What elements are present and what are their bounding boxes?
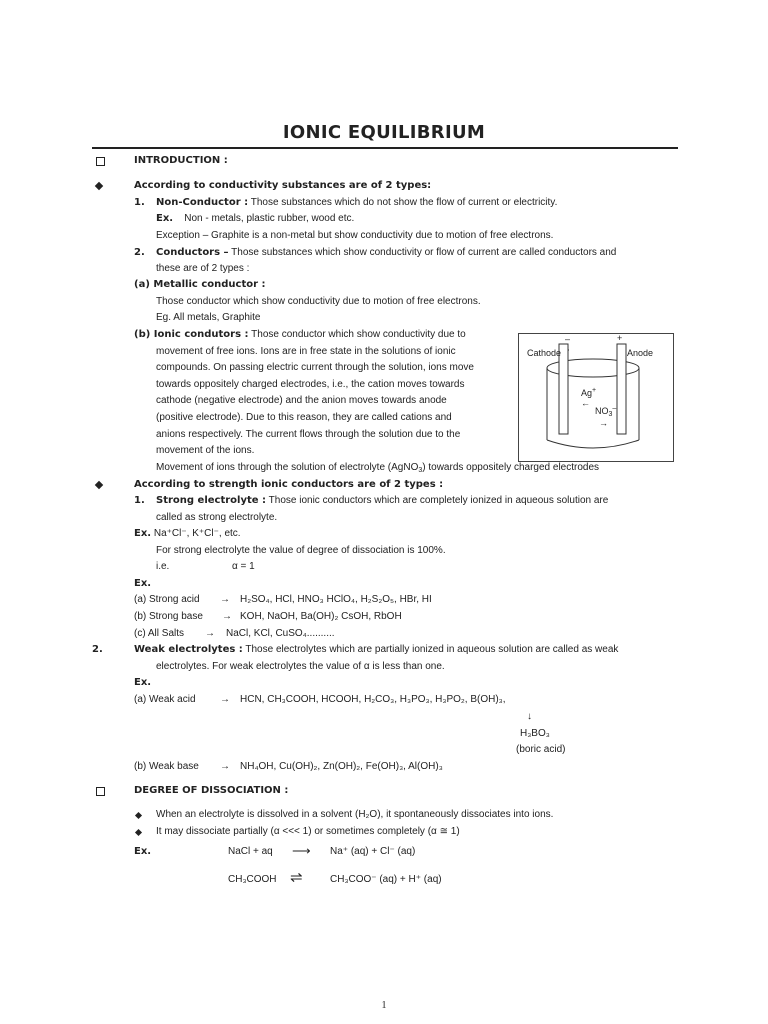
ag-text: Ag [581, 388, 593, 398]
ionic-conductor-line [134, 328, 466, 342]
alpha-equation: α = 1 [232, 561, 255, 572]
weak-base-label: (b) Weak base [134, 761, 199, 772]
strong-base-label: (b) Strong base [134, 611, 203, 622]
strong-electrolyte-text-cont: called as strong electrolyte. [156, 512, 278, 523]
non-conductor-line [156, 196, 557, 210]
arrow-icon: → [222, 611, 232, 622]
movement-line [156, 461, 599, 475]
down-arrow-icon: ↓ [527, 711, 532, 722]
equilibrium-arrow-icon: ⇌ [290, 869, 303, 886]
ie-label: i.e. [156, 561, 170, 572]
strong-acid-label: (a) Strong acid [134, 594, 200, 605]
weak-electrolyte-text: Those electrolytes which are partially ionized in aqueous solution are called as weak [245, 644, 619, 655]
page-number: 1 [381, 1000, 387, 1011]
conductivity-heading: According to conductivity substances are of 2 types: [134, 180, 432, 191]
degree-point-2: It may dissociate partially (α <<< 1) or sometimes completely (α ≅ 1) [156, 826, 460, 837]
ag-sup: + [592, 387, 597, 394]
conductors-text-cont: these are of 2 types : [156, 263, 250, 274]
strong-base-list: KOH, NaOH, Ba(OH)₂ CsOH, RbOH [240, 611, 402, 622]
page-title: IONIC EQUILIBRIUM [282, 122, 486, 143]
reaction-arrow-icon: ⟶ [292, 843, 311, 858]
boric-name: (boric acid) [516, 744, 566, 755]
arrow-icon: → [220, 594, 230, 605]
no-sub: 3 [608, 411, 613, 418]
movement-text-post: ) towards oppositely charged electrodes [422, 462, 600, 473]
item-number: 1. [134, 495, 145, 506]
all-salts-label: (c) All Salts [134, 628, 185, 639]
diamond-bullet-icon [95, 182, 103, 190]
exception-text: Exception – Graphite is a non-metal but show conductivity due to motion of free electrons. [156, 230, 554, 241]
ionic-line-7: movement of the ions. [156, 445, 255, 456]
metallic-conductor-label: (a) Metallic conductor : [134, 279, 266, 290]
non-conductor-example [156, 212, 354, 226]
strong-example-line [134, 527, 241, 541]
equation-2-right: CH₃COO⁻ (aq) + H⁺ (aq) [330, 874, 442, 885]
arrow-icon: → [220, 761, 230, 772]
diamond-bullet-icon [135, 812, 142, 819]
strong-acid-list: H₂SO₄, HCl, HNO₃ HClO₄, H₂S₂O₅, HBr, HI [240, 594, 432, 605]
item-number: 2. [134, 247, 145, 258]
ionic-line-1: movement of free ions. Ions are in free state in the solutions of ionic [156, 346, 456, 357]
boric-formula: H₃BO₃ [520, 728, 550, 739]
intro-heading: INTRODUCTION : [134, 155, 228, 166]
ionic-line-4: cathode (negative electrode) and the anion moves towards anode [156, 395, 447, 406]
ionic-line-3: towards oppositely charged electrodes, i.e., the cation moves towards [156, 379, 465, 390]
weak-electrolyte-line [134, 643, 618, 657]
plus-sign: + [617, 333, 623, 343]
movement-sub: 3 [418, 467, 423, 474]
square-bullet-icon [96, 157, 105, 166]
equation-1-right: Na⁺ (aq) + Cl⁻ (aq) [330, 846, 416, 857]
conductors-text: Those substances which show conductivity or flow of current are called conductors and [231, 247, 617, 258]
strong-electrolyte-label: Strong electrolyte : [156, 495, 267, 506]
example-label: Ex. [134, 578, 152, 589]
non-conductor-label: Non-Conductor : [156, 197, 249, 208]
strong-electrolyte-text: Those ionic conductors which are completely ionized in aqueous solution are [268, 495, 609, 506]
ionic-conductor-label: (b) Ionic condutors : [134, 329, 249, 340]
weak-electrolyte-text-cont: electrolytes. For weak electrolytes the value of α is less than one. [156, 661, 445, 672]
diamond-bullet-icon [95, 481, 103, 489]
equation-1-left: NaCl + aq [228, 846, 273, 857]
ionic-line-0: Those conductor which show conductivity due to [251, 329, 466, 340]
example-text: Non - metals, plastic rubber, wood etc. [184, 213, 355, 224]
no-sup: – [612, 405, 617, 412]
all-salts-list: NaCl, KCl, CuSO₄.......... [226, 628, 335, 639]
weak-base-list: NH₄OH, Cu(OH)₂, Zn(OH)₂, Fe(OH)₃, Al(OH)₃ [240, 761, 443, 772]
weak-acid-list: HCN, CH₃COOH, HCOOH, H₂CO₃, H₃PO₃, H₃PO₂, B(OH)₃, [240, 694, 506, 705]
example-label: Ex. [134, 677, 152, 688]
arrow-icon: → [205, 628, 215, 639]
metallic-conductor-example: Eg. All metals, Graphite [156, 312, 261, 323]
degree-point-1: When an electrolyte is dissolved in a solvent (H₂O), it spontaneously dissociates into ions. [156, 809, 554, 820]
weak-electrolyte-label: Weak electrolytes : [134, 644, 243, 655]
cathode-label: Cathode [527, 348, 562, 358]
example-label: Ex. [134, 528, 152, 539]
example-label: Ex. [156, 213, 174, 224]
title-rule [92, 147, 678, 149]
no-text: NO [595, 406, 609, 416]
conductors-label: Conductors – [156, 247, 229, 258]
item-number: 2. [92, 644, 103, 655]
diamond-bullet-icon [135, 829, 142, 836]
equation-2-left: CH₃COOH [228, 874, 277, 885]
weak-acid-label: (a) Weak acid [134, 694, 196, 705]
left-arrow-icon: ← [581, 398, 590, 408]
degree-heading: DEGREE OF DISSOCIATION : [134, 785, 289, 796]
minus-sign: – [565, 334, 571, 344]
item-number: 1. [134, 197, 145, 208]
metallic-conductor-text: Those conductor which show conductivity due to motion of free electrons. [156, 296, 481, 307]
right-arrow-icon: → [599, 418, 608, 428]
conductors-line [156, 246, 616, 260]
non-conductor-text: Those substances which do not show the flow of current or electricity. [250, 197, 558, 208]
strength-heading: According to strength ionic conductors are of 2 types : [134, 479, 444, 490]
strong-dissociation-text: For strong electrolyte the value of degree of dissociation is 100%. [156, 545, 446, 556]
ionic-line-6: anions respectively. The current flows through the solution due to the [156, 429, 461, 440]
anode-label: Anode [627, 348, 654, 358]
ionic-line-2: compounds. On passing electric current through the solution, ions move [156, 362, 474, 373]
ionic-line-5: (positive electrode). Due to this reason, they are called cations and [156, 412, 452, 423]
strong-example-text: Na⁺Cl⁻, K⁺Cl⁻, etc. [153, 528, 241, 539]
movement-text-pre: Movement of ions through the solution of electrolyte (AgNO [156, 462, 419, 473]
square-bullet-icon [96, 787, 105, 796]
arrow-icon: → [220, 694, 230, 705]
example-label: Ex. [134, 846, 152, 857]
strong-electrolyte-line [156, 494, 608, 508]
electrolysis-figure [518, 333, 674, 462]
